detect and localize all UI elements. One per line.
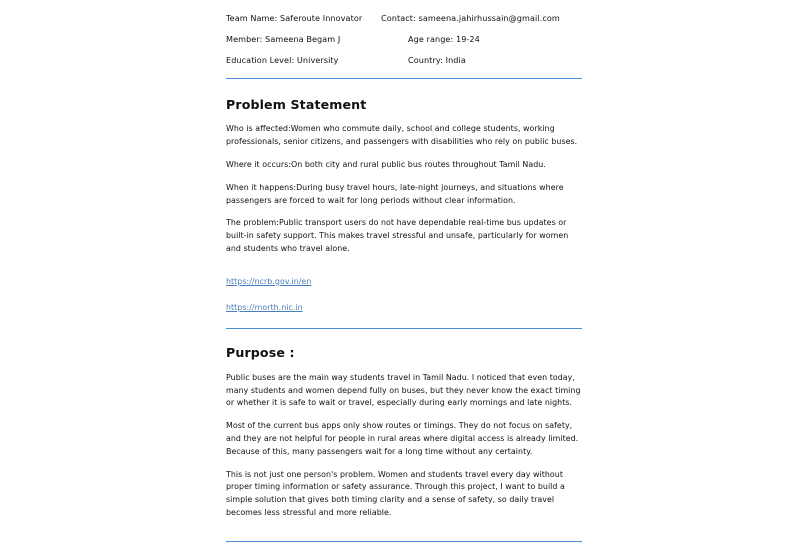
contact-label: Contact: — [381, 13, 416, 23]
contact-cell — [381, 13, 582, 34]
education-level-label: Education Level: — [226, 55, 295, 66]
reference-link-row — [226, 269, 582, 295]
age-range-cell — [381, 34, 582, 55]
country-label: Country: — [408, 55, 443, 66]
table-row — [226, 13, 582, 34]
team-name-label: Team Name: — [226, 13, 278, 23]
team-name-value: Saferoute Innovator — [277, 13, 363, 23]
purpose-paragraph-3: This is not just one person's problem. Women and students travel every day without proper timing information or safety assurance. Through this project, I want to build a simple solution that gives both timing clarity and a sense of safety, so daily travel becomes less stressful and more reliable. — [226, 469, 565, 517]
team-info-table — [226, 13, 582, 76]
member-label: Member: — [226, 34, 263, 45]
reference-links — [226, 269, 582, 314]
problem-paragraph-problem: The problem:Public transport users do not have dependable real-time bus updates or built-in safety support. This makes travel stressful and unsafe, particularly for women and students who travel alone. — [226, 218, 569, 254]
contact-value: sameena.jahirhussain@gmail.com — [415, 13, 560, 23]
section-divider-top — [226, 78, 582, 79]
reference-link-row — [226, 295, 582, 314]
problem-paragraph-who: Who is affected:Women who commute daily, school and college students, working professionals, senior citizens, and passengers with disabilities who rely on public buses. — [226, 124, 578, 147]
member-value: Sameena Begam J — [262, 34, 341, 45]
country-cell — [381, 55, 582, 76]
problem-statement-heading: Problem Statement — [226, 97, 367, 113]
education-level-value: University — [294, 55, 339, 66]
table-row — [226, 34, 582, 55]
purpose-paragraph-1: Public buses are the main way students travel in Tamil Nadu. I noticed that even today, many students and women depend fully on buses, but they never know the exact timing or whether it is safe to wait or travel, especially during early mornings and late nights. — [226, 372, 581, 408]
age-range-label: Age range: — [408, 34, 454, 45]
purpose-heading: Purpose : — [226, 344, 295, 360]
table-row — [226, 55, 582, 76]
link-morth[interactable]: https://morth.nic.in — [226, 302, 303, 312]
country-value: India — [442, 55, 466, 66]
education-level-cell — [226, 55, 381, 76]
member-cell — [226, 34, 381, 55]
team-name-cell — [226, 13, 381, 34]
section-divider-middle — [226, 328, 582, 329]
link-ncrb[interactable]: https://ncrb.gov.in/en — [226, 276, 312, 286]
document-content — [226, 13, 582, 542]
purpose-paragraph-2: Most of the current bus apps only show routes or timings. They do not focus on safety, and they are not helpful for people in rural areas where digital access is already limited. Because of this, many passengers wait for a long time without any certainty. — [226, 421, 579, 456]
problem-paragraph-when: When it happens:During busy travel hours, late-night journeys, and situations where passengers are forced to wait for long periods without clear information. — [226, 182, 564, 205]
age-range-value: 19-24 — [453, 34, 480, 45]
problem-paragraph-where: Where it occurs:On both city and rural public bus routes throughout Tamil Nadu. — [226, 160, 546, 170]
